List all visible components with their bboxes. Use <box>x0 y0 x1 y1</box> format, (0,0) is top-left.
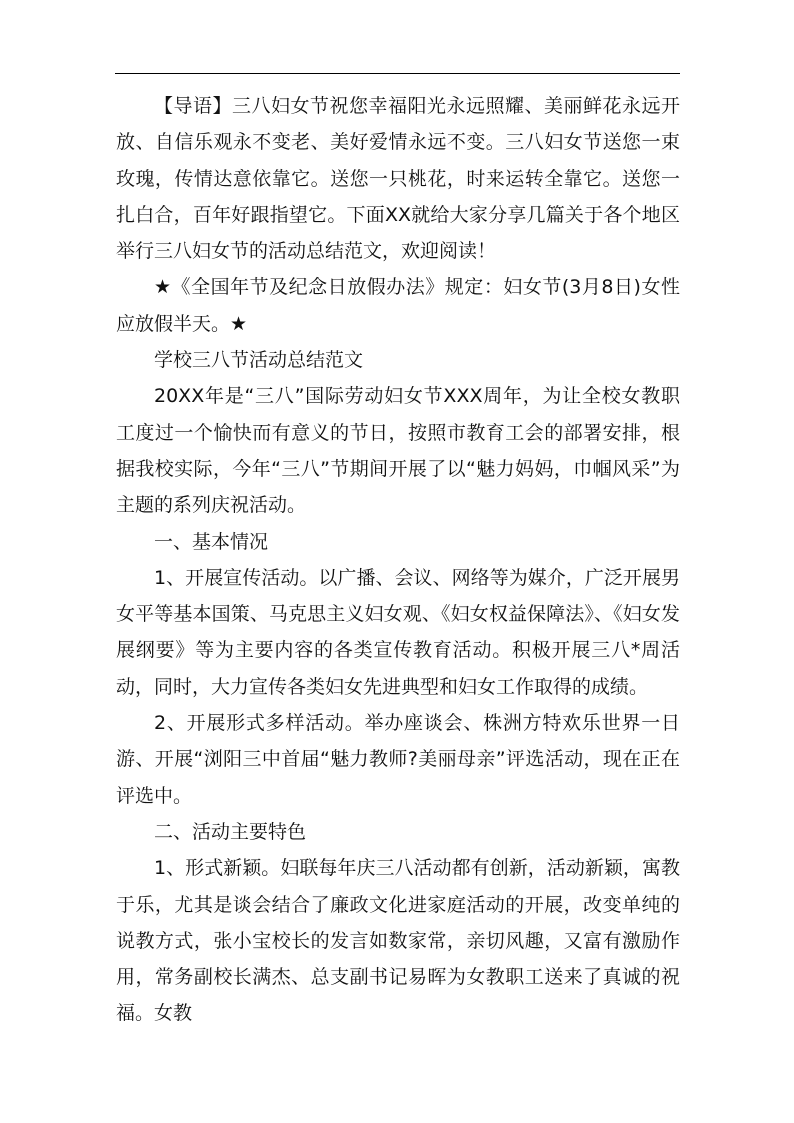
document-body <box>116 88 680 1032</box>
section-heading-basic-situation: 一、基本情况 <box>154 530 269 553</box>
header-rule <box>115 73 680 74</box>
basic-situation-item-2: 2、开展形式多样活动。举办座谈会、株洲方特欢乐世界一日游、开展“浏阳三中首届“魅力教师?美丽母亲”评选活动，现在正在评选中。 <box>116 712 680 807</box>
holiday-rule-paragraph: ★《全国年节及纪念日放假办法》规定：妇女节(3月8日)女性应放假半天。★ <box>116 276 680 335</box>
basic-situation-item-1: 1、开展宣传活动。以广播、会议、网络等为媒介，广泛开展男女平等基本国策、马克思主义妇女观、《妇女权益保障法》、《妇女发展纲要》等为主要内容的各类宣传教育活动。积极开展三八*周活动，同时，大力宣传各类妇女先进典型和妇女工作取得的成绩。 <box>116 566 680 698</box>
article-title: 学校三八节活动总结范文 <box>154 349 364 372</box>
section-heading-main-features: 二、活动主要特色 <box>154 820 307 843</box>
article-intro-paragraph: 20XX年是“三八”国际劳动妇女节XXX周年，为让全校女教职工度过一个愉快而有意义的节日，按照市教育工会的部署安排，根据我校实际，今年“三八”节期间开展了以“魅力妈妈，巾帼风采”为主题的系列庆祝活动。 <box>116 385 680 517</box>
intro-paragraph: 【导语】三八妇女节祝您幸福阳光永远照耀、美丽鲜花永远开放、自信乐观永不变老、美好爱情永远不变。三八妇女节送您一束玫瑰，传情达意依靠它。送您一只桃花，时来运转全靠它。送您一扎白合，百年好跟指望它。下面XX就给大家分享几篇关于各个地区举行三八妇女节的活动总结范文，欢迎阅读！ <box>116 95 680 263</box>
main-features-item-1: 1、形式新颖。妇联每年庆三八活动都有创新，活动新颖，寓教于乐，尤其是谈会结合了廉政文化进家庭活动的开展，改变单纯的说教方式，张小宝校长的发言如数家常，亲切风趣，又富有激励作用，常务副校长满杰、总支副书记易晖为女教职工送来了真诚的祝福。女教 <box>116 857 680 1025</box>
